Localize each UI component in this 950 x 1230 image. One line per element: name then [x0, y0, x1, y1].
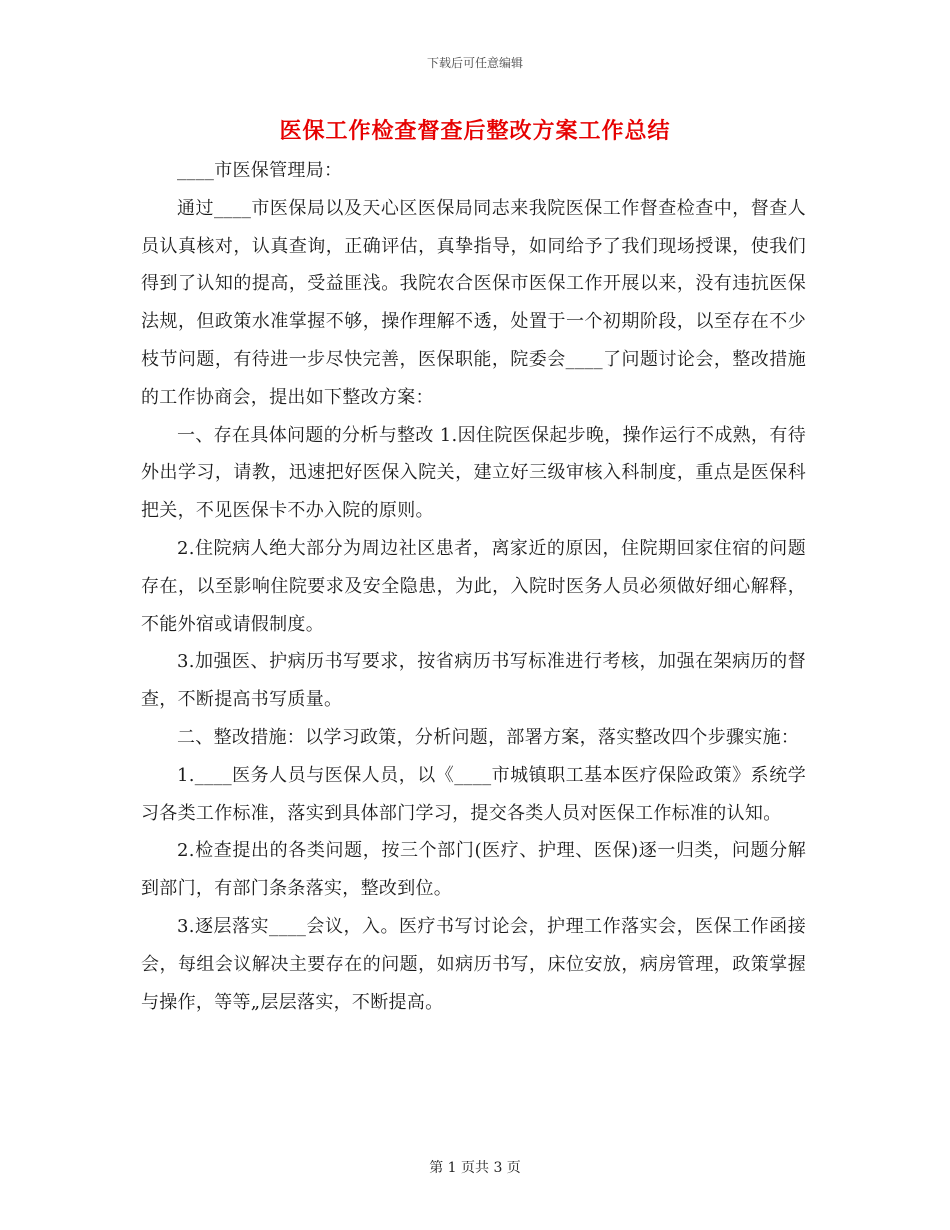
- page-footer: 第 1 页共 3 页: [429, 1160, 521, 1176]
- salutation: ____市医保管理局：: [177, 160, 343, 181]
- paragraph-measure-3: 3.逐层落实____会议，入。医疗书写讨论会，护理工作落实会，医保工作函接会，每组会议解决主要存在的问题，如病历书写，床位安放，病房管理，政策掌握与操作，等等„层层落实，不断提高。: [141, 915, 806, 1013]
- paragraph-section-2: 二、整改措施：以学习政策，分析问题，部署方案，落实整改四个步骤实施：: [177, 726, 800, 748]
- paragraph-intro: 通过____市医保局以及天心区医保局同志来我院医保工作督查检查中，督查人员认真核对，认真查询，正确评估，真挚指导，如同给予了我们现场授课，使我们得到了认知的提高，受益匪浅。我院农合医保市医保工作开展以来，没有违抗医保法规，但政策水准掌握不够，操作理解不透，处置于一个初期阶段，以至存在不少枝节问题，有待进一步尽快完善，医保职能，院委会____了问题讨论会，整改措施的工作协商会，提出如下整改方案：: [141, 197, 806, 408]
- document-body: [141, 152, 806, 1021]
- paragraph-measure-1: 1.____医务人员与医保人员，以《____市城镇职工基本医疗保险政策》系统学习各类工作标准，落实到具体部门学习，提交各类人员对医保工作标准的认知。: [141, 764, 806, 824]
- paragraph-item-3: 3.加强医、护病历书写要求，按省病历书写标准进行考核，加强在架病历的督查，不断提高书写质量。: [141, 651, 806, 711]
- page-header-note: 下载后可任意编辑: [426, 56, 523, 70]
- document-title: 医保工作检查督查后整改方案工作总结: [279, 118, 671, 144]
- paragraph-measure-2: 2.检查提出的各类问题，按三个部门(医疗、护理、医保)逐一归类，问题分解到部门，有部门条条落实，整改到位。: [141, 840, 806, 900]
- paragraph-section-1: 一、存在具体问题的分析与整改 1.因住院医保起步晚，操作运行不成熟，有待外出学习，请教，迅速把好医保入院关，建立好三级审核入科制度，重点是医保科把关，不见医保卡不办入院的原则。: [141, 424, 806, 522]
- paragraph-item-2: 2.住院病人绝大部分为周边社区患者，离家近的原因，住院期回家住宿的问题存在，以至影响住院要求及安全隐患，为此，入院时医务人员必须做好细心解释，不能外宿或请假制度。: [141, 537, 806, 635]
